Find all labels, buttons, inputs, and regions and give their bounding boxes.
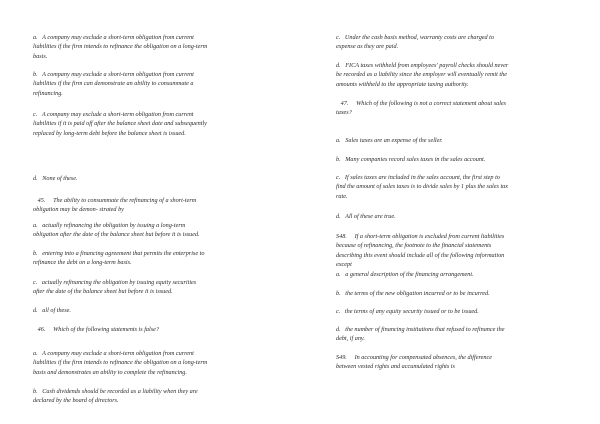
text-line: declared by the board of directors.	[33, 397, 119, 405]
paragraph	[33, 325, 288, 334]
text-line: b. Cash dividends should be recorded as a liability when they are	[33, 388, 198, 395]
left-column	[33, 0, 288, 424]
paragraph	[33, 249, 288, 268]
text-line: c. actually refinancing the obligation by issuing equity securities	[33, 279, 197, 286]
text-line: liabilities if the firm can demonstrate an ability to consummate a	[33, 80, 194, 88]
text-line: d. FICA taxes withheld from employees' payroll checks should never	[336, 62, 509, 69]
text-line: be recorded as a liability since the employer will eventually remit the	[336, 71, 507, 79]
text-line: c. the terms of any equity security issued or to be issued.	[336, 308, 479, 315]
text-line: a. Sales taxes are an expense of the seller.	[336, 137, 443, 144]
text-line: c. If sales taxes are included in the sales account, the first step to	[336, 174, 500, 181]
paragraph	[336, 33, 591, 52]
paragraph	[336, 353, 591, 372]
paragraph	[33, 110, 288, 138]
text-line: liabilities if it is paid off after the balance sheet date and subsequently	[33, 120, 207, 128]
paragraph	[336, 212, 591, 221]
paragraph	[33, 349, 288, 377]
paragraph	[33, 387, 288, 406]
text-line: liabilities if the firm intends to refinance the obligation on a long-term	[33, 359, 208, 367]
text-line: d. all of these.	[33, 307, 71, 314]
text-line: b. A company may exclude a short-term obligation from current	[33, 71, 194, 78]
text-line: refinancing.	[33, 89, 63, 97]
text-line: S48. If a short-term obligation is excluded from current liabilities	[336, 233, 505, 240]
text-line: basis.	[33, 52, 48, 60]
text-line: replaced by long-term debt before the balance sheet is issued.	[33, 129, 186, 137]
text-line: taxes?	[336, 109, 352, 117]
text-line: between vested rights and accumulated rights is	[336, 363, 455, 371]
text-line: d. All of these are true.	[336, 213, 396, 220]
text-line: 45. The ability to consummate the refinancing of a short-term	[33, 197, 197, 204]
text-line: expense as they are paid.	[336, 43, 399, 51]
text-line: obligation after the date of the balance sheet but before it is issued.	[33, 231, 200, 239]
text-line: amounts withheld to the appropriate taxing authority.	[336, 80, 469, 88]
text-line: basis and demonstrates an ability to complete the refinancing.	[33, 368, 187, 376]
text-line: 47. Which of the following is not a correct statement about sales	[336, 100, 507, 107]
paragraph	[33, 196, 288, 215]
paragraph	[33, 174, 288, 183]
text-line: b. Many companies record sales taxes in the sales account.	[336, 156, 486, 163]
paragraph	[336, 232, 591, 270]
text-line: because of refinancing, the footnote to the financial statements	[336, 242, 492, 250]
paragraph	[336, 325, 591, 344]
text-line: d. None of these.	[33, 175, 78, 182]
text-line: except	[336, 261, 352, 269]
paragraph	[336, 61, 591, 89]
text-line: b. the terms of the new obligation incurred or to be incurred.	[336, 290, 490, 297]
text-line: rate.	[336, 192, 348, 200]
paragraph	[336, 289, 591, 298]
paragraph	[336, 307, 591, 316]
paragraph	[33, 33, 288, 61]
paragraph	[33, 221, 288, 240]
paragraph	[33, 306, 288, 315]
text-line: liabilities if the firm intends to refinance the obligation on a long-term	[33, 43, 208, 51]
text-line: describing this event should include all of the following information	[336, 251, 505, 259]
text-line: a. A company may exclude a short-term obligation from current	[33, 350, 194, 357]
text-line: b. entering into a financing agreement that permits the enterprise to	[33, 250, 205, 257]
text-line: a. a general description of the financing arrangement.	[336, 271, 474, 278]
text-line: c. Under the cash basis method, warranty costs are charged to	[336, 34, 494, 41]
text-line: a. A company may exclude a short-term obligation from current	[33, 34, 194, 41]
right-column	[336, 0, 591, 424]
text-line: c. A company may exclude a short-term obligation from current	[33, 111, 194, 118]
text-line: refinance the debt on a long-term basis.	[33, 259, 132, 267]
paragraph	[33, 278, 288, 297]
paragraph	[336, 136, 591, 145]
text-line: obligation may be demon- strated by	[33, 206, 124, 214]
paragraph	[336, 155, 591, 164]
paragraph	[336, 99, 591, 118]
paragraph	[336, 270, 591, 279]
paragraph	[33, 70, 288, 98]
text-line: after the date of the balance sheet but before it is issued.	[33, 288, 173, 296]
text-line: S49. In accounting for compensated absences, the difference	[336, 354, 492, 361]
text-line: debt, if any.	[336, 335, 365, 343]
paragraph	[336, 173, 591, 201]
text-line: 46. Which of the following statements is false?	[33, 326, 159, 333]
text-line: a. actually refinancing the obligation by issuing a long-term	[33, 222, 186, 229]
text-line: d. the number of financing institutions that refused to refinance the	[336, 326, 505, 333]
text-line: find the amount of sales taxes is to divide sales by 1 plus the sales tax	[336, 183, 509, 191]
